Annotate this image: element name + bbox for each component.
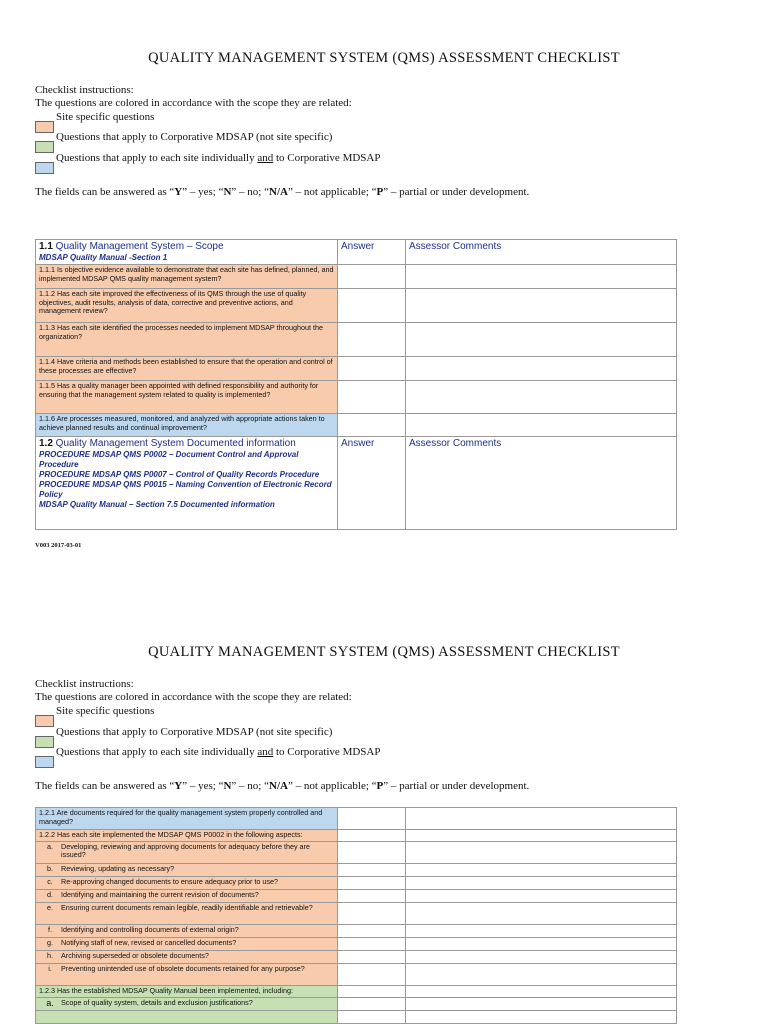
version-label: V003 2017-03-01 [35, 542, 82, 549]
comment-cell[interactable] [406, 937, 677, 950]
instructions-heading: Checklist instructions: [35, 678, 134, 690]
answer-cell[interactable] [338, 950, 406, 963]
comment-cell[interactable] [406, 876, 677, 889]
answer-cell[interactable] [338, 381, 406, 414]
question: 1.2.2 Has each site implemented the MDSAP QMS P0002 in the following aspects: [36, 830, 338, 842]
question: 1.1.1 Is objective evidence available to demonstrate that each site has defined, planned, and implemented MDSAP QMS quality management system? [36, 265, 338, 289]
answer-cell[interactable] [338, 414, 406, 437]
comment-cell[interactable] [406, 414, 677, 437]
sub-question: i. Preventing unintended use of obsolete documents retained for any purpose? [36, 963, 338, 985]
sub-question [36, 1010, 338, 1023]
comments-header: Assessor Comments [406, 240, 677, 265]
comment-cell[interactable] [406, 357, 677, 381]
answer-header: Answer [338, 437, 406, 530]
answer-cell[interactable] [338, 863, 406, 876]
sub-question: e. Ensuring current documents remain legible, readily identifiable and retrievable? [36, 902, 338, 924]
comment-cell[interactable] [406, 808, 677, 830]
sub-question: d. Identifying and maintaining the current revision of documents? [36, 889, 338, 902]
answer-cell[interactable] [338, 1010, 406, 1023]
instructions-text: The questions are colored in accordance with the scope they are related: [35, 97, 352, 109]
question: 1.1.3 Has each site identified the processes needed to implement MDSAP throughout the organization? [36, 323, 338, 357]
comment-cell[interactable] [406, 381, 677, 414]
answer-cell[interactable] [338, 841, 406, 863]
comment-cell[interactable] [406, 985, 677, 997]
sub-question: c. Re-approving changed documents to ensure adequacy prior to use? [36, 876, 338, 889]
question: 1.1.4 Have criteria and methods been established to ensure that the operation and control of these processes are effective? [36, 357, 338, 381]
comment-cell[interactable] [406, 841, 677, 863]
sub-question: h. Archiving superseded or obsolete documents? [36, 950, 338, 963]
question: 1.2.1 Are documents required for the quality management system properly controlled and managed? [36, 808, 338, 830]
legend-swatch-orange [35, 121, 54, 133]
page-title: QUALITY MANAGEMENT SYSTEM (QMS) ASSESSMENT CHECKLIST [148, 50, 620, 66]
comments-header: Assessor Comments [406, 437, 677, 530]
question: 1.2.3 Has the established MDSAP Quality Manual been implemented, including: [36, 985, 338, 997]
comment-cell[interactable] [406, 863, 677, 876]
legend-swatch-green [35, 736, 54, 748]
checklist-table-2 [35, 807, 677, 1024]
comment-cell[interactable] [406, 902, 677, 924]
comment-cell[interactable] [406, 1010, 677, 1023]
comment-cell[interactable] [406, 963, 677, 985]
answer-cell[interactable] [338, 830, 406, 842]
question: 1.1.2 Has each site improved the effectiveness of its QMS through the use of quality objectives, audit results, analysis of data, corrective and preventive actions, and management review? [36, 289, 338, 323]
answer-cell[interactable] [338, 937, 406, 950]
sub-question: a. Developing, reviewing and approving documents for adequacy before they are issued? [36, 841, 338, 863]
comment-cell[interactable] [406, 950, 677, 963]
comment-cell[interactable] [406, 323, 677, 357]
answer-cell[interactable] [338, 997, 406, 1010]
instructions-heading: Checklist instructions: [35, 84, 134, 96]
page-title-2: QUALITY MANAGEMENT SYSTEM (QMS) ASSESSMENT CHECKLIST [148, 644, 620, 660]
instructions-text: The questions are colored in accordance with the scope they are related: [35, 691, 352, 703]
answer-cell[interactable] [338, 323, 406, 357]
question: 1.1.6 Are processes measured, monitored, and analyzed with appropriate actions taken to achieve planned results and continual improvement? [36, 414, 338, 437]
question: 1.1.5 Has a quality manager been appointed with defined responsibility and authority for ensuring that the management system related to quality is implemented? [36, 381, 338, 414]
answer-cell[interactable] [338, 985, 406, 997]
answer-cell[interactable] [338, 808, 406, 830]
sub-question: b. Reviewing, updating as necessary? [36, 863, 338, 876]
section-header: 1.1 Quality Management System – Scope MDSAP Quality Manual -Section 1 [36, 240, 338, 265]
section-header: 1.2 Quality Management System Documented information PROCEDURE MDSAP QMS P0002 – Document Control and Approval Procedure PROCEDURE MDSAP QMS P0007 – Control of Quality Records Procedure PROCEDURE MDSAP QMS P0015 – Naming Convention of Electronic Record Policy MDSAP Quality Manual – Section 7.5 Documented information [36, 437, 338, 530]
answer-cell[interactable] [338, 289, 406, 323]
legend-swatch-green [35, 141, 54, 153]
answer-cell[interactable] [338, 876, 406, 889]
answer-cell[interactable] [338, 889, 406, 902]
comment-cell[interactable] [406, 889, 677, 902]
comment-cell[interactable] [406, 830, 677, 842]
comment-cell[interactable] [406, 924, 677, 937]
answer-header: Answer [338, 240, 406, 265]
answer-cell[interactable] [338, 357, 406, 381]
legend-swatch-blue [35, 756, 54, 768]
checklist-table-1 [35, 239, 677, 530]
sub-question: f. Identifying and controlling documents of external origin? [36, 924, 338, 937]
comment-cell[interactable] [406, 289, 677, 323]
answer-codes: The fields can be answered as “Y” – yes; “N” – no; “N/A” – not applicable; “P” – partial or under development. [35, 186, 530, 198]
sub-question: a. Scope of quality system, details and exclusion justifications? [36, 997, 338, 1010]
answer-cell[interactable] [338, 902, 406, 924]
answer-codes: The fields can be answered as “Y” – yes; “N” – no; “N/A” – not applicable; “P” – partial or under development. [35, 780, 530, 792]
comment-cell[interactable] [406, 265, 677, 289]
answer-cell[interactable] [338, 963, 406, 985]
legend-swatch-orange [35, 715, 54, 727]
answer-cell[interactable] [338, 924, 406, 937]
sub-question: g. Notifying staff of new, revised or cancelled documents? [36, 937, 338, 950]
answer-cell[interactable] [338, 265, 406, 289]
comment-cell[interactable] [406, 997, 677, 1010]
legend-swatch-blue [35, 162, 54, 174]
